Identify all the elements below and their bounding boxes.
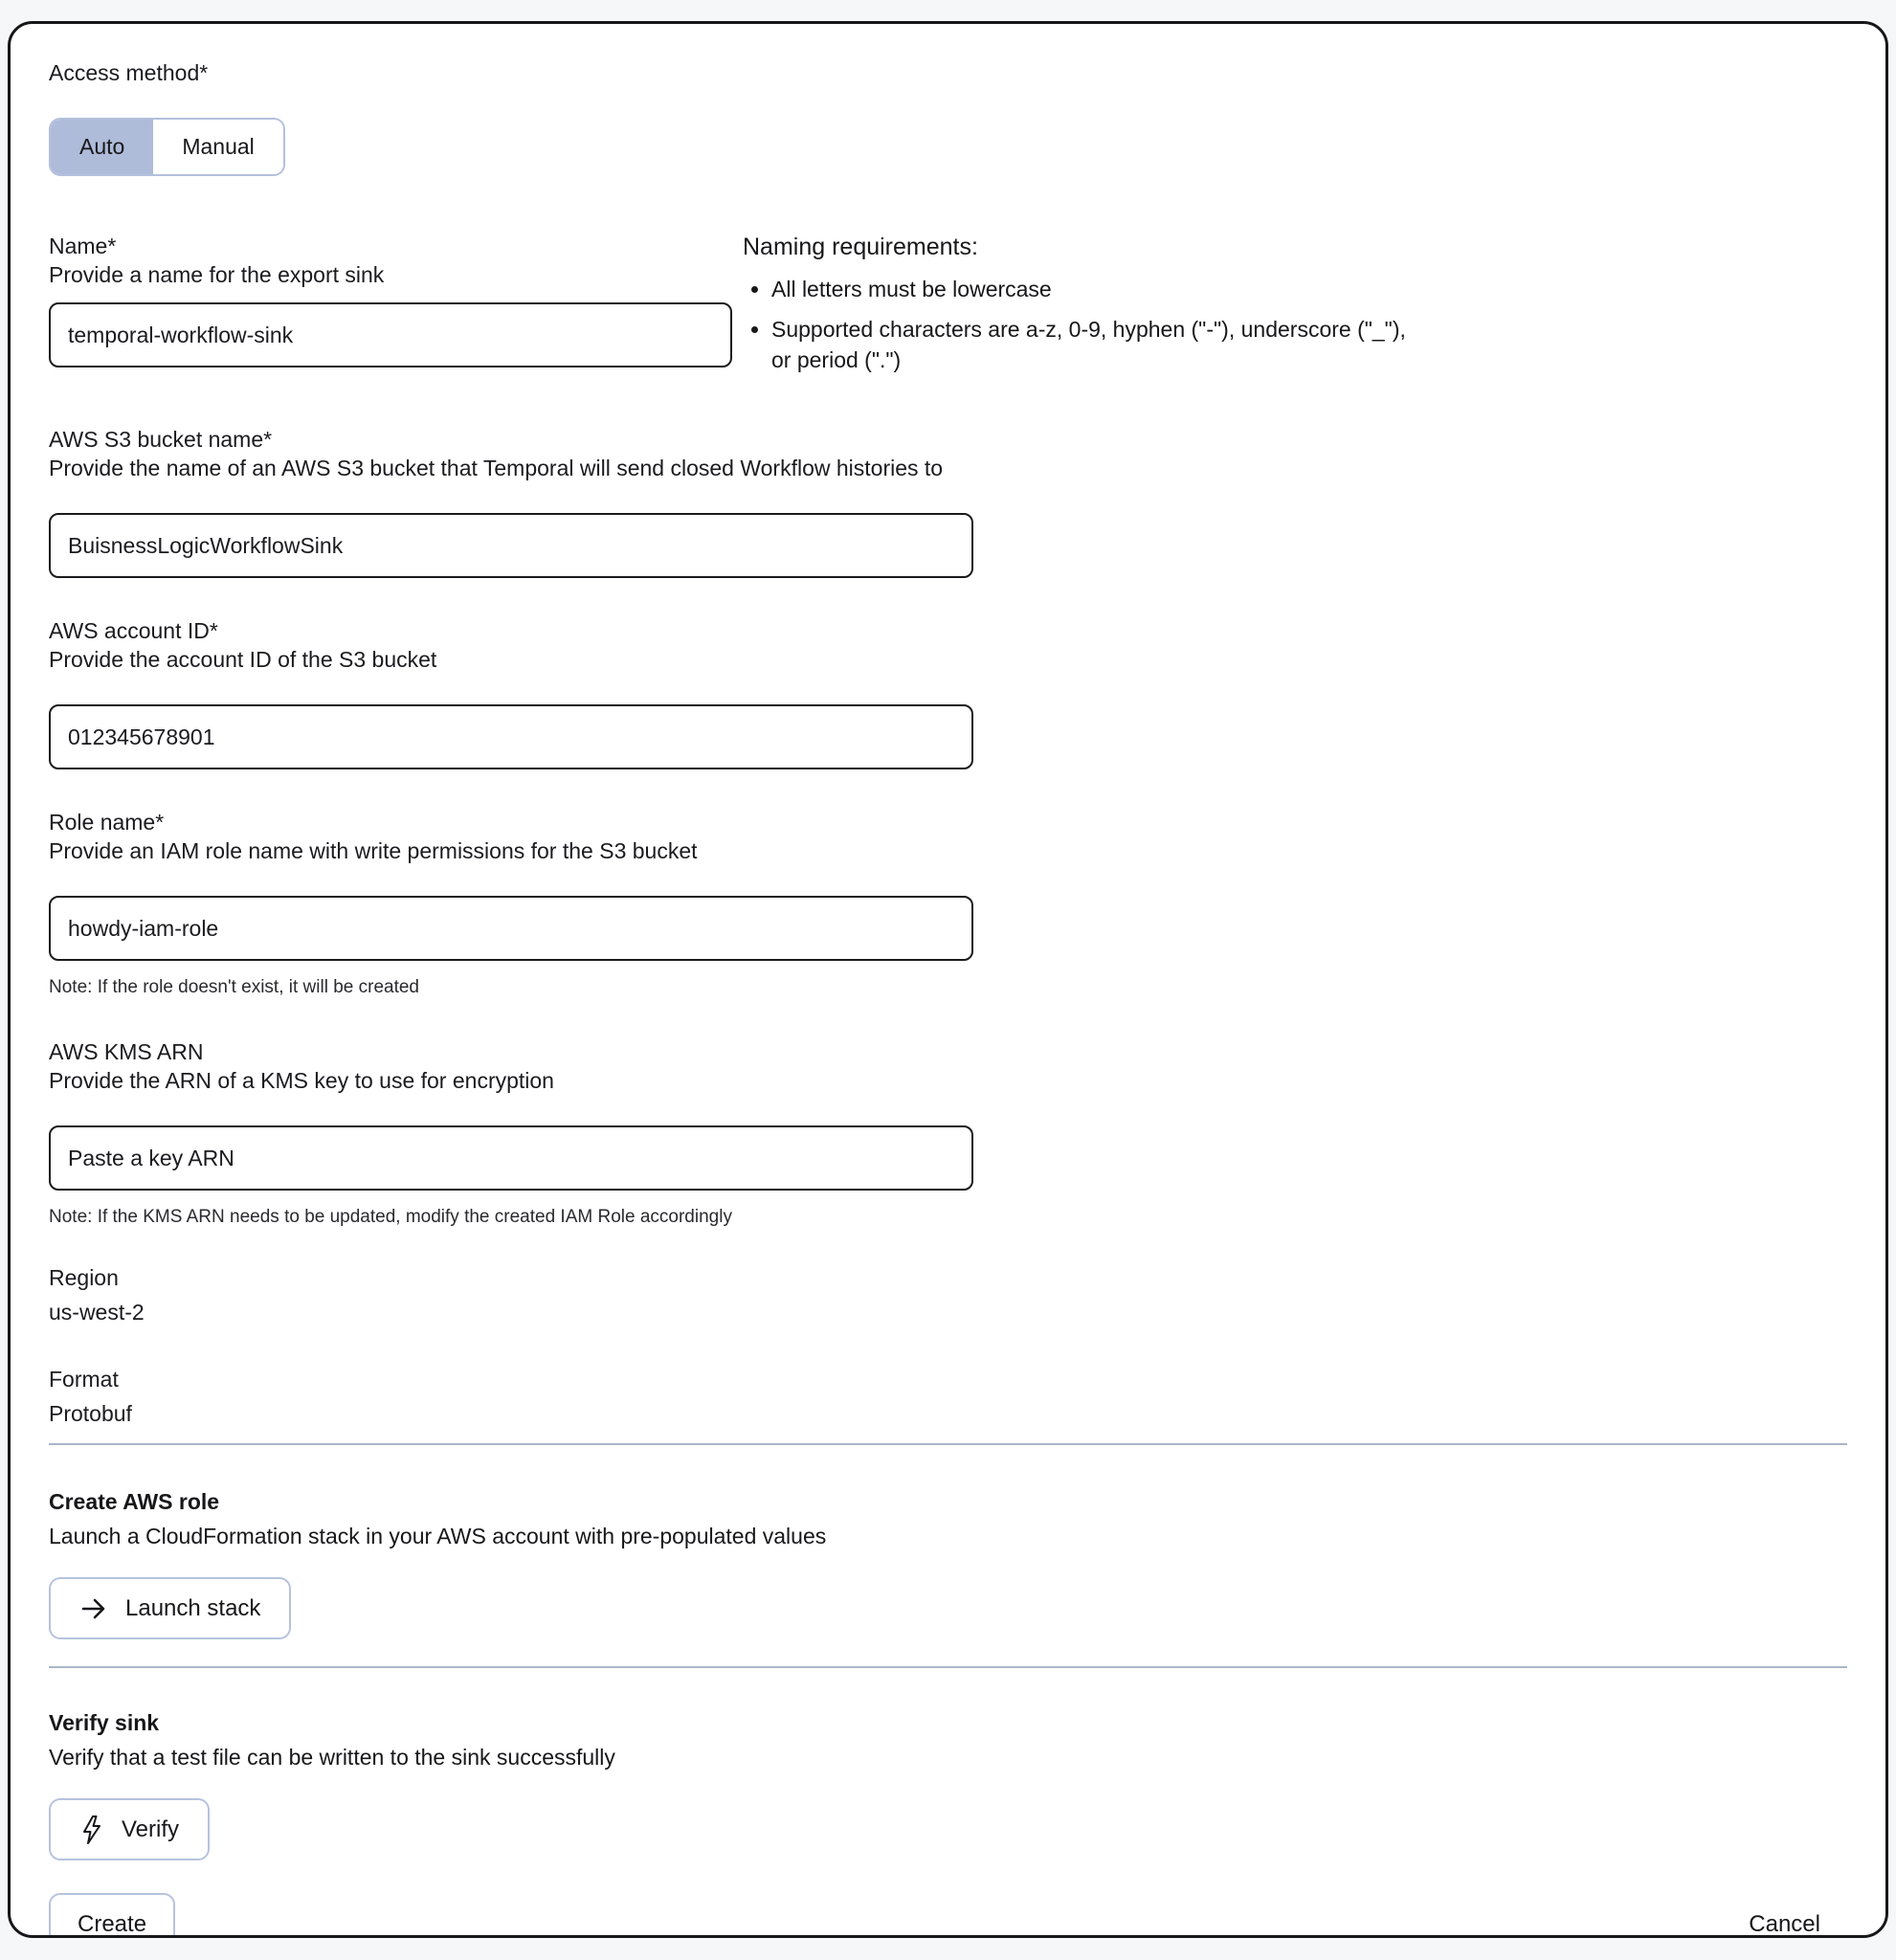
name-and-requirements-row: [49, 232, 1847, 375]
create-aws-role-section: [49, 1487, 1847, 1639]
create-button[interactable]: [49, 1893, 175, 1938]
kms-arn-label: AWS KMS ARN: [49, 1039, 204, 1064]
name-field-group: [49, 232, 743, 375]
lightning-icon: [79, 1815, 104, 1845]
account-id-field-group: [49, 616, 1847, 769]
verify-sink-description: Verify that a test file can be written to the sink successfully: [49, 1745, 615, 1770]
access-method-option-manual[interactable]: Manual: [153, 120, 282, 174]
naming-requirements-title: Naming requirements:: [743, 234, 978, 260]
section-divider: [49, 1443, 1847, 1445]
role-name-field-group: [49, 808, 1847, 999]
name-label: Name*: [49, 234, 117, 258]
format-group: [49, 1365, 1847, 1428]
access-method-option-auto[interactable]: Auto: [51, 120, 153, 174]
form-actions: [49, 1893, 1847, 1938]
kms-arn-note: Note: If the KMS ARN needs to be updated, modify the created IAM Role accordingly: [49, 1207, 732, 1227]
naming-requirements-list: [743, 274, 1422, 375]
access-method-label: Access method*: [49, 60, 209, 85]
section-divider: [49, 1666, 1847, 1668]
role-name-note: Note: If the role doesn't exist, it will be created: [49, 977, 419, 997]
naming-requirement-item: • Supported characters are a-z, 0-9, hyphen ("-"), underscore ("_"), or period ("."): [771, 314, 1422, 375]
verify-button[interactable]: [49, 1798, 210, 1860]
verify-label: Verify: [122, 1815, 180, 1842]
launch-stack-label: Launch stack: [125, 1594, 261, 1621]
kms-arn-description: Provide the ARN of a KMS key to use for encryption: [49, 1068, 554, 1093]
s3-bucket-label: AWS S3 bucket name*: [49, 427, 273, 452]
launch-stack-button[interactable]: [49, 1577, 291, 1639]
s3-bucket-description: Provide the name of an AWS S3 bucket that Temporal will send closed Workflow histories to: [49, 456, 944, 480]
role-name-description: Provide an IAM role name with write permissions for the S3 bucket: [49, 838, 698, 863]
naming-requirements: [743, 232, 1847, 375]
create-aws-role-title: Create AWS role: [49, 1489, 220, 1514]
name-description: Provide a name for the export sink: [49, 262, 385, 287]
s3-bucket-field-group: [49, 425, 1847, 578]
role-name-label: Role name*: [49, 810, 165, 835]
kms-arn-input[interactable]: [49, 1125, 973, 1191]
create-aws-role-description: Launch a CloudFormation stack in your AWS account with pre-populated values: [49, 1524, 827, 1548]
export-sink-form: [8, 21, 1888, 1938]
account-id-label: AWS account ID*: [49, 618, 218, 643]
account-id-input[interactable]: [49, 704, 973, 769]
cancel-button[interactable]: Cancel: [1749, 1910, 1820, 1937]
region-value: us-west-2: [49, 1300, 145, 1325]
verify-sink-title: Verify sink: [49, 1710, 160, 1735]
format-label: Format: [49, 1367, 119, 1392]
create-label: Create: [78, 1910, 147, 1937]
region-group: [49, 1263, 1847, 1326]
access-method-toggle: [49, 118, 285, 176]
account-id-description: Provide the account ID of the S3 bucket: [49, 647, 437, 672]
role-name-input[interactable]: [49, 896, 973, 961]
verify-sink-section: [49, 1708, 1847, 1860]
kms-arn-field-group: [49, 1037, 1847, 1229]
naming-requirement-item: • All letters must be lowercase: [771, 274, 1422, 304]
arrow-right-icon: [79, 1594, 108, 1623]
region-label: Region: [49, 1265, 119, 1290]
format-value: Protobuf: [49, 1401, 132, 1426]
name-input[interactable]: [49, 302, 732, 368]
s3-bucket-input[interactable]: [49, 513, 973, 578]
